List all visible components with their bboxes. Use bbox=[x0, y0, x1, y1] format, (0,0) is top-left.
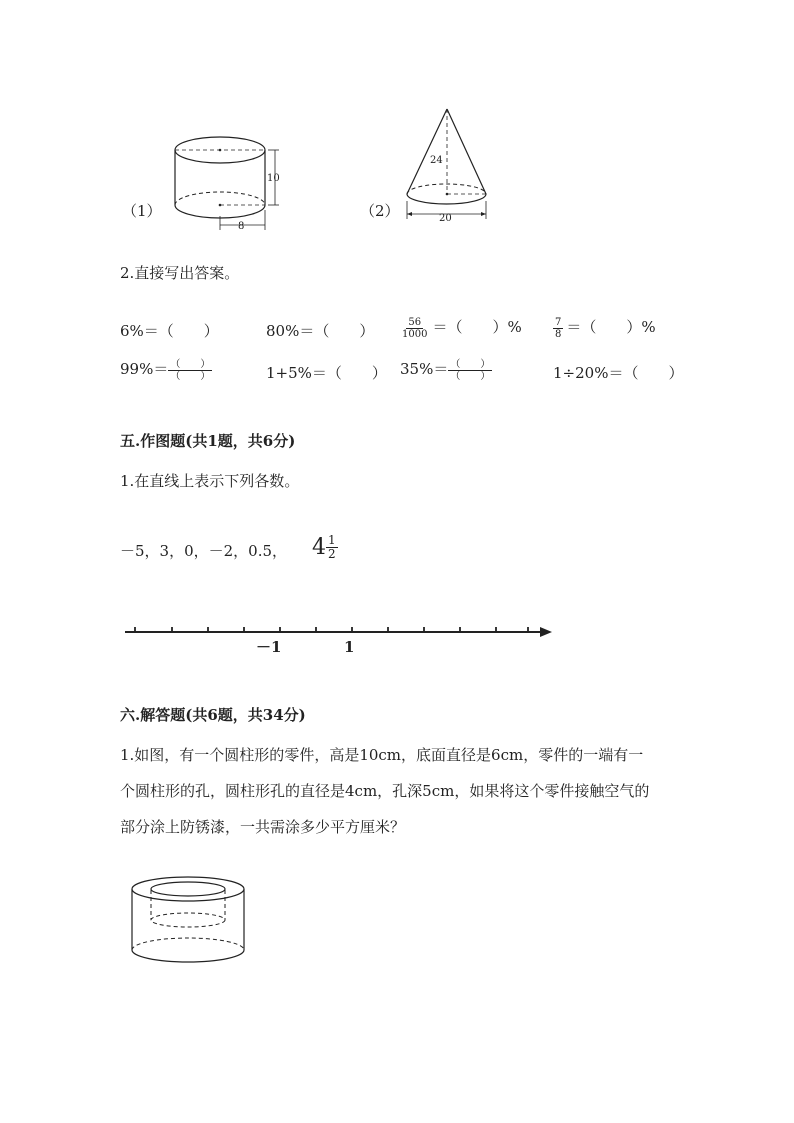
q2-row2-d: 1÷20%＝（ ） bbox=[553, 364, 684, 382]
fraction-blank: $\frac{( )}{( )}$ bbox=[450, 358, 491, 382]
figure-1-label: （1） bbox=[122, 202, 162, 220]
fraction-56-1000: $\frac{56}{1000}$ bbox=[402, 316, 428, 340]
section-6-header: 六.解答题(共6题，共34分) bbox=[120, 706, 306, 724]
section-6-q1-line1: 1.如图，有一个圆柱形的零件，高是10cm，底面直径是6cm，零件的一端有一 bbox=[120, 746, 644, 764]
mixed-number: 4 $\frac{1}{2}$ bbox=[312, 533, 336, 561]
q2-row1-d: $\frac{7}{8}$ ＝（ ）% bbox=[555, 316, 656, 340]
cylinder-height-label: 10 bbox=[267, 173, 280, 184]
cylinder-radius-label: 8 bbox=[238, 221, 245, 232]
number-line bbox=[120, 620, 560, 660]
q2-row2-c: 35%＝ $\frac{( )}{( )}$ bbox=[400, 358, 491, 382]
q2-row1-a: 6%＝（ ） bbox=[120, 322, 219, 340]
q2-row2-a: 99%＝ $\frac{( )}{( )}$ bbox=[120, 358, 211, 382]
section-6-q1-line2: 个圆柱形的孔，圆柱形孔的直径是4cm，孔深5cm，如果将这个零件接触空气的 bbox=[120, 782, 650, 800]
cone-figure bbox=[400, 105, 495, 227]
section-5-q1: 1.在直线上表示下列各数。 bbox=[120, 472, 300, 490]
part-with-hole-figure bbox=[128, 872, 253, 972]
cone-diameter-label: 20 bbox=[439, 213, 452, 224]
q2-row2-b: 1+5%＝（ ） bbox=[266, 364, 387, 382]
cone-height-label: 24 bbox=[430, 155, 443, 166]
q2-row1-c: $\frac{56}{1000}$ ＝（ ）% bbox=[402, 316, 522, 340]
q2-title: 2.直接写出答案。 bbox=[120, 264, 240, 282]
cylinder-figure bbox=[165, 128, 295, 233]
section-6-q1-line3: 部分涂上防锈漆，一共需涂多少平方厘米？ bbox=[120, 818, 406, 836]
tick-label-neg1: －1 bbox=[256, 638, 282, 656]
figure-2-label: （2） bbox=[360, 202, 400, 220]
fraction-7-8: $\frac{7}{8}$ bbox=[555, 316, 562, 340]
tick-label-pos1: 1 bbox=[344, 638, 355, 656]
fraction-blank: $\frac{( )}{( )}$ bbox=[170, 358, 211, 382]
q2-row1-b: 80%＝（ ） bbox=[266, 322, 375, 340]
numbers-list: －5，3，0，－2，0.5， bbox=[120, 542, 288, 560]
section-5-header: 五.作图题(共1题，共6分) bbox=[120, 432, 296, 450]
